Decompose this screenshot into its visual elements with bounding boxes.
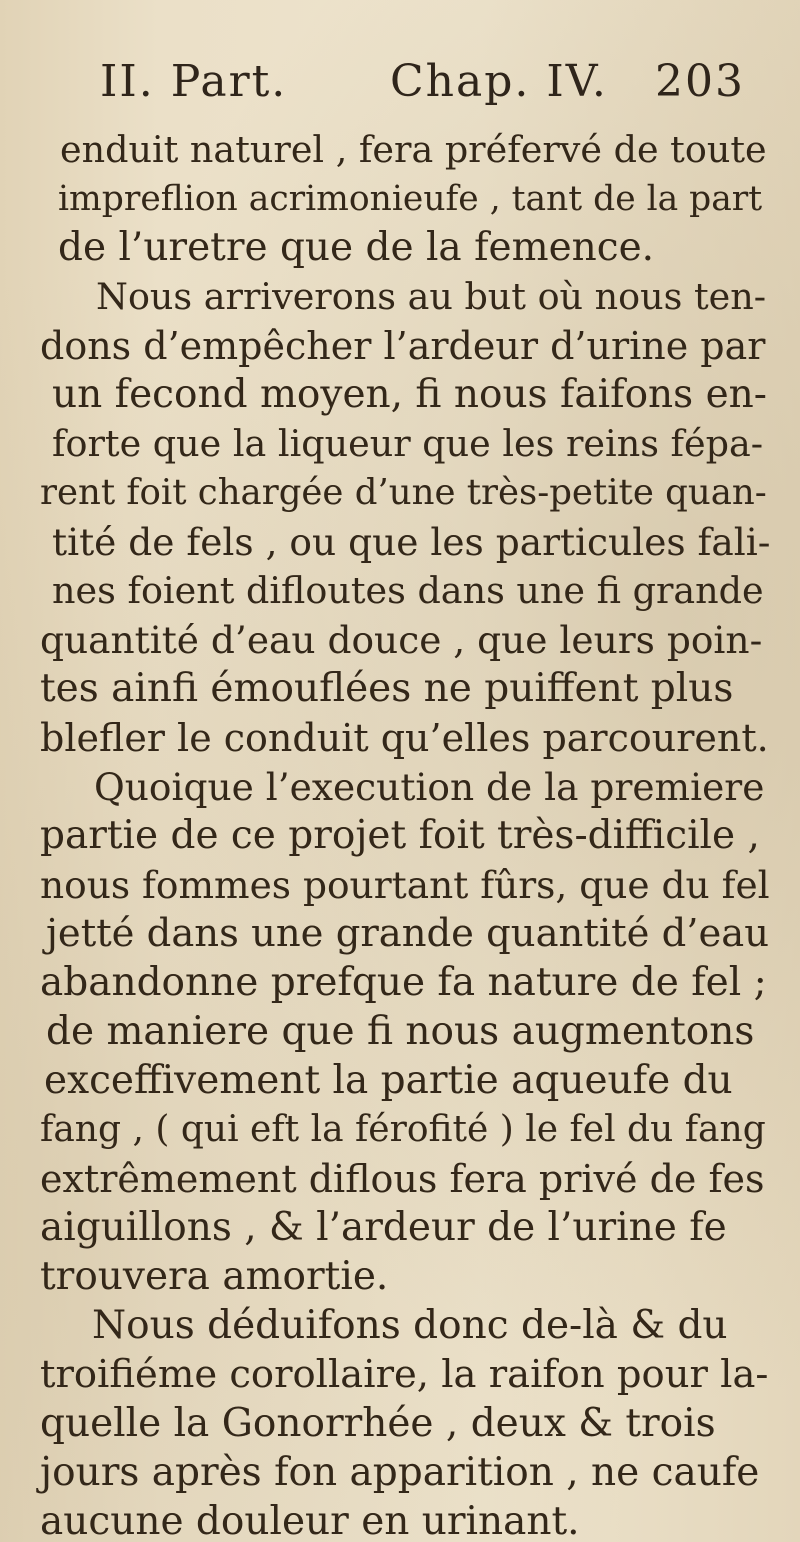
text-line: Nous arriverons au but où nous ten- bbox=[96, 275, 767, 318]
text-line: rent foit chargée d’une très-petite quan- bbox=[40, 472, 767, 513]
text-line: blefler le conduit qu’elles parcourent. bbox=[40, 716, 769, 760]
page-number: 203 bbox=[655, 56, 745, 107]
text-line: nes foient difloutes dans une fi grande bbox=[52, 569, 764, 612]
text-line: Quoique l’execution de la premiere bbox=[94, 765, 765, 809]
text-line: abandonne prefque fa nature de fel ; bbox=[40, 960, 767, 1005]
text-line: quantité d’eau douce , que leurs poin- bbox=[40, 618, 763, 662]
text-line: fang , ( qui eft la férofité ) le fel du fang bbox=[40, 1109, 766, 1150]
text-line: aucune douleur en urinant. bbox=[40, 1499, 580, 1542]
text-line: nous fommes pourtant fûrs, que du fel bbox=[40, 863, 770, 907]
text-line: jetté dans une grande quantité d’eau bbox=[46, 911, 770, 956]
text-line: exceffivement la partie aqueufe du bbox=[44, 1058, 733, 1103]
text-line: de maniere que fi nous augmentons bbox=[46, 1009, 755, 1054]
text-line: quelle la Gonorrhée , deux & trois bbox=[40, 1401, 716, 1446]
text-line: aiguillons , & l’ardeur de l’urine fe bbox=[40, 1205, 727, 1250]
text-line: enduit naturel , fera préfervé de toute bbox=[60, 128, 767, 171]
text-line: trouvera amortie. bbox=[40, 1254, 389, 1299]
text-line: impreflion acrimonieufe , tant de la part bbox=[58, 179, 763, 219]
text-line: de l’uretre que de la femence. bbox=[58, 225, 655, 270]
text-line: forte que la liqueur que les reins fépa- bbox=[52, 422, 764, 465]
text-line: tes ainfi émouflées ne puiffent plus bbox=[40, 666, 734, 711]
text-line: troifiéme corollaire, la raifon pour la- bbox=[40, 1352, 769, 1397]
text-line: jours après fon apparition , ne caufe bbox=[40, 1450, 760, 1495]
text-line: tité de fels , ou que les particules fali- bbox=[52, 520, 771, 564]
text-line: extrêmement diflous fera privé de fes bbox=[40, 1157, 765, 1201]
text-line: partie de ce projet foit très-difficile , bbox=[40, 813, 760, 858]
text-line: dons d’empêcher l’ardeur d’urine par bbox=[40, 324, 766, 368]
text-line: un fecond moyen, fi nous faifons en- bbox=[52, 372, 767, 417]
header-part: II. Part. bbox=[100, 56, 288, 107]
text-line: Nous déduifons donc de-là & du bbox=[92, 1303, 728, 1348]
header-chapter: Chap. IV. bbox=[390, 56, 608, 107]
